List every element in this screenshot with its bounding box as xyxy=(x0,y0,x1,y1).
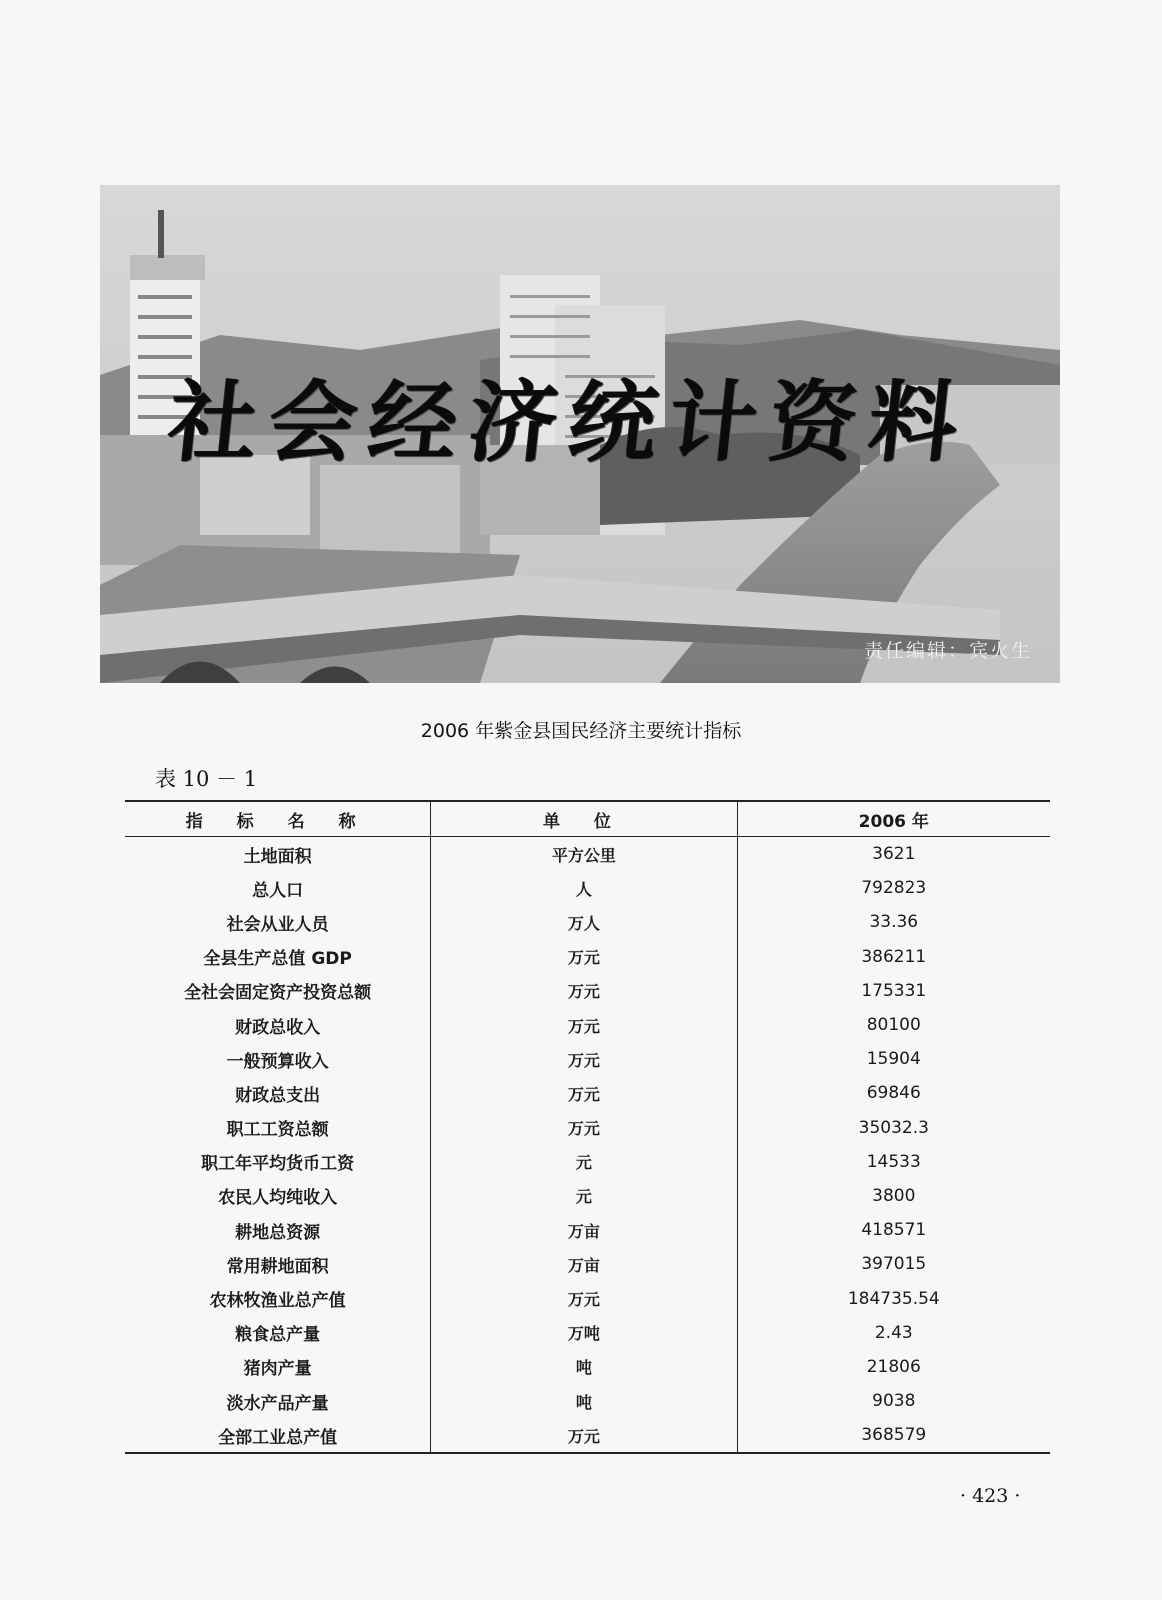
indicator-name: 全社会固定资产投资总额 xyxy=(184,983,372,1004)
table-header-row xyxy=(125,801,1050,837)
indicator-name: 农林牧渔业总产值 xyxy=(209,1291,346,1312)
table-row xyxy=(125,871,1050,905)
table-row xyxy=(125,1281,1050,1315)
indicator-name: 一般预算收入 xyxy=(226,1051,329,1072)
indicator-value: 368579 xyxy=(737,1418,1050,1453)
indicator-name: 猪肉产量 xyxy=(243,1359,312,1380)
table-row xyxy=(125,1247,1050,1281)
table-row xyxy=(125,1008,1050,1042)
indicator-unit: 万人 xyxy=(431,905,737,939)
indicator-name: 农民人均纯收入 xyxy=(218,1188,338,1209)
header-year: 2006 年 xyxy=(737,801,1050,837)
indicator-value: 35032.3 xyxy=(737,1111,1050,1145)
indicator-unit: 万元 xyxy=(431,1281,737,1315)
table-title: 2006 年紫金县国民经济主要统计指标 xyxy=(420,720,742,742)
indicator-unit: 万元 xyxy=(431,974,737,1008)
table-row xyxy=(125,1076,1050,1110)
indicator-unit: 万元 xyxy=(431,1076,737,1110)
indicator-name: 财政总支出 xyxy=(235,1085,321,1106)
page-number: · 423 · xyxy=(960,1485,1021,1507)
table-number: 表 10 － 1 xyxy=(155,767,258,791)
table-row xyxy=(125,1042,1050,1076)
banner-title: 社会经济统计资料 xyxy=(163,370,975,474)
indicator-name: 耕地总资源 xyxy=(235,1222,321,1243)
table-row xyxy=(125,905,1050,939)
indicator-unit: 万元 xyxy=(431,1418,737,1453)
indicator-name: 粮食总产量 xyxy=(235,1325,321,1346)
table-row xyxy=(125,1384,1050,1418)
header-unit: 单 位 xyxy=(431,801,737,837)
indicator-value: 386211 xyxy=(737,940,1050,974)
table-row xyxy=(125,974,1050,1008)
table-row xyxy=(125,1111,1050,1145)
indicator-value: 397015 xyxy=(737,1247,1050,1281)
indicator-name: 全县生产总值 GDP xyxy=(203,949,352,970)
indicator-name: 职工工资总额 xyxy=(226,1120,329,1141)
indicator-value: 184735.54 xyxy=(737,1281,1050,1315)
indicator-value: 21806 xyxy=(737,1350,1050,1384)
indicator-value: 33.36 xyxy=(737,905,1050,939)
indicator-name: 财政总收入 xyxy=(235,1017,321,1038)
indicator-value: 15904 xyxy=(737,1042,1050,1076)
indicator-value: 14533 xyxy=(737,1145,1050,1179)
indicator-unit: 万元 xyxy=(431,1042,737,1076)
indicator-name: 全部工业总产值 xyxy=(218,1427,338,1448)
table-row xyxy=(125,940,1050,974)
indicator-value: 2.43 xyxy=(737,1316,1050,1350)
table-row xyxy=(125,1145,1050,1179)
indicator-name: 社会从业人员 xyxy=(226,914,329,935)
indicator-unit: 元 xyxy=(431,1145,737,1179)
table-row xyxy=(125,1179,1050,1213)
indicator-value: 9038 xyxy=(737,1384,1050,1418)
indicator-value: 69846 xyxy=(737,1076,1050,1110)
indicator-value: 3621 xyxy=(737,837,1050,872)
indicator-unit: 人 xyxy=(431,871,737,905)
indicator-unit: 元 xyxy=(431,1179,737,1213)
indicator-unit: 万元 xyxy=(431,1008,737,1042)
indicator-unit: 吨 xyxy=(431,1384,737,1418)
indicator-value: 175331 xyxy=(737,974,1050,1008)
table-row xyxy=(125,837,1050,872)
editor-credit: 责任编辑：宾火生 xyxy=(863,640,1032,662)
indicator-value: 80100 xyxy=(737,1008,1050,1042)
indicator-unit: 吨 xyxy=(431,1350,737,1384)
statistics-table xyxy=(125,800,1050,1454)
indicator-value: 418571 xyxy=(737,1213,1050,1247)
table-row xyxy=(125,1350,1050,1384)
indicator-name: 总人口 xyxy=(252,880,304,901)
indicator-unit: 万亩 xyxy=(431,1247,737,1281)
header-photo xyxy=(100,185,1060,683)
indicator-value: 792823 xyxy=(737,871,1050,905)
indicator-name: 淡水产品产量 xyxy=(226,1393,329,1414)
indicator-name: 土地面积 xyxy=(243,846,312,867)
table-row xyxy=(125,1418,1050,1453)
header-indicator-name: 指 标 名 称 xyxy=(125,801,431,837)
indicator-value: 3800 xyxy=(737,1179,1050,1213)
table-row xyxy=(125,1316,1050,1350)
indicator-name: 常用耕地面积 xyxy=(226,1256,329,1277)
indicator-unit: 万元 xyxy=(431,940,737,974)
indicator-unit: 平方公里 xyxy=(431,837,737,872)
indicator-name: 职工年平均货币工资 xyxy=(201,1154,355,1175)
indicator-unit: 万元 xyxy=(431,1111,737,1145)
indicator-unit: 万吨 xyxy=(431,1316,737,1350)
indicator-unit: 万亩 xyxy=(431,1213,737,1247)
table-row xyxy=(125,1213,1050,1247)
